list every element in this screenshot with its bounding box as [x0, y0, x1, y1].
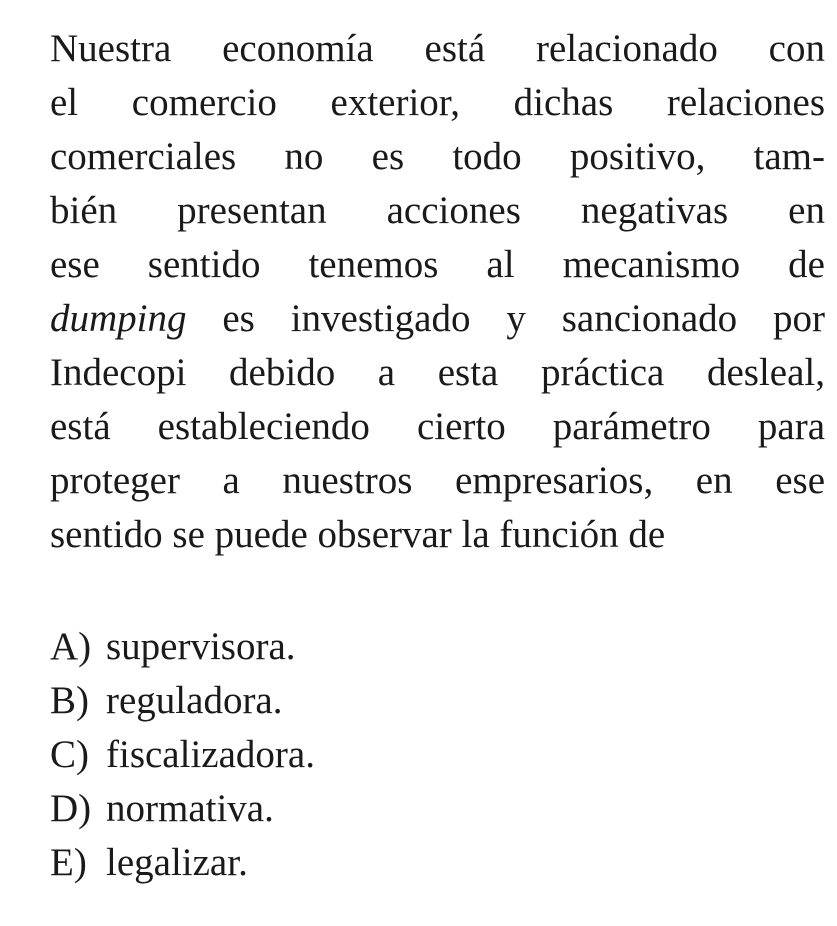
question-stem: [50, 22, 825, 562]
stem-line: comerciales no es todo positivo, tam-: [50, 135, 825, 178]
stem-line: sentido se puede observar la función de: [50, 513, 666, 556]
option-letter: A): [50, 625, 92, 668]
stem-line: ese sentido tenemos al mecanismo de: [50, 243, 825, 286]
option-b: [50, 674, 550, 728]
stem-line: está estableciendo cierto parámetro para: [50, 405, 825, 448]
option-text: supervisora.: [106, 625, 296, 668]
option-letter: C): [50, 733, 89, 776]
stem-line: Indecopi debido a esta práctica desleal,: [50, 351, 825, 394]
option-text: normativa.: [106, 787, 274, 830]
stem-line: proteger a nuestros empresarios, en ese: [50, 459, 825, 502]
option-d: [50, 782, 550, 836]
stem-line-text: es investigado y sancionado por: [186, 297, 825, 340]
option-text: fiscalizadora.: [106, 733, 315, 776]
option-e: [50, 836, 550, 890]
option-letter: D): [50, 787, 92, 830]
italic-term: dumping: [50, 297, 187, 340]
option-text: reguladora.: [106, 679, 283, 722]
option-a: [50, 620, 550, 674]
stem-line: [50, 292, 825, 346]
option-c: [50, 728, 550, 782]
stem-line: Nuestra economía está relacionado con: [50, 27, 825, 70]
stem-line: bién presentan acciones negativas en: [50, 189, 825, 232]
option-text: legalizar.: [106, 841, 248, 884]
answer-options: [50, 620, 550, 890]
stem-line: el comercio exterior, dichas relaciones: [50, 81, 825, 124]
option-letter: B): [50, 679, 89, 722]
option-letter: E): [50, 841, 87, 884]
